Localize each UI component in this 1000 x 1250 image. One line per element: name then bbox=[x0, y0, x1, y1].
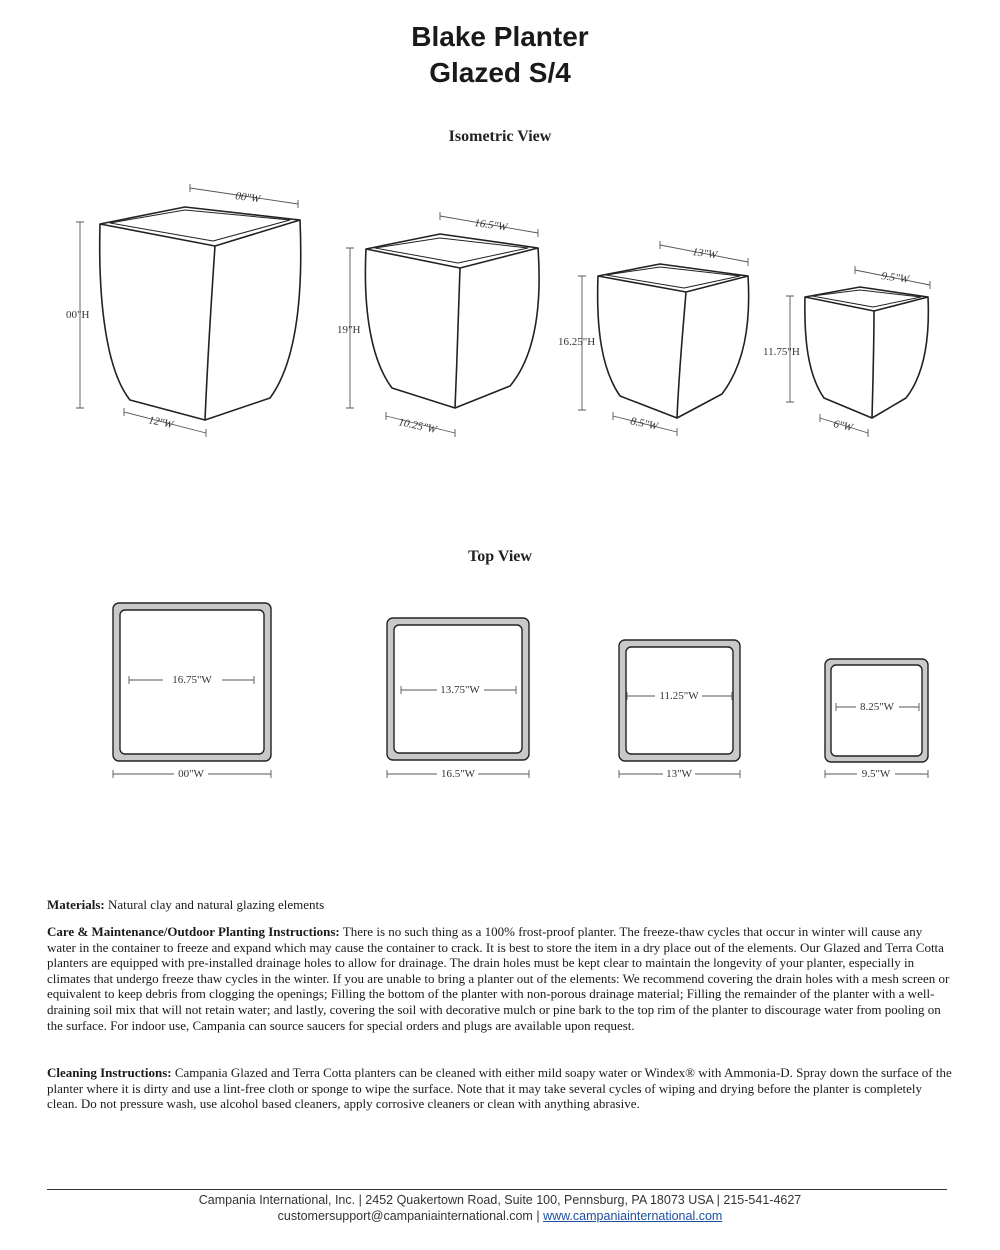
materials-paragraph bbox=[47, 897, 952, 913]
iso-4-height: 11.75"H bbox=[763, 346, 800, 358]
website-link[interactable]: www.campaniainternational.com bbox=[543, 1209, 723, 1223]
iso-3-top-width: 13"W bbox=[691, 246, 718, 262]
footer-email[interactable]: customersupport@campaniainternational.com bbox=[277, 1209, 533, 1223]
iso-3-height: 16.25"H bbox=[558, 336, 596, 348]
care-paragraph bbox=[47, 924, 952, 1033]
materials-label: Materials: bbox=[47, 897, 105, 912]
top-1-outer-width: 00"W bbox=[178, 768, 204, 780]
isometric-planter-3 bbox=[598, 264, 749, 418]
iso-1-height: 00"H bbox=[66, 309, 90, 321]
cleaning-text: Campania Glazed and Terra Cotta planters can be cleaned with either mild soapy water or Windex® with Ammonia-D. Spray down the surface of the planter where it is dirty and use a lint-free cloth or sponge to wipe the surface. Note that it may take several cycles of wiping and drying before the planter is completely clean. Do not pressure wash, use alcohol based cleaners, apply corrosive cleaners or clean with anything abrasive. bbox=[47, 1065, 952, 1112]
top-view-heading: Top View bbox=[468, 548, 532, 565]
iso-2-top-width: 16.5"W bbox=[473, 217, 508, 234]
iso-4-top-width: 9.5"W bbox=[880, 270, 910, 286]
isometric-planter-2 bbox=[365, 234, 539, 408]
isometric-view-heading: Isometric View bbox=[448, 128, 552, 145]
product-subtitle: Glazed S/4 bbox=[429, 57, 571, 88]
cleaning-paragraph bbox=[47, 1065, 952, 1112]
top-4-inner-width: 8.25"W bbox=[859, 701, 895, 713]
iso-2-base-width: 10.25"W bbox=[397, 416, 438, 436]
isometric-planter-1 bbox=[100, 207, 301, 420]
iso-2-height: 19"H bbox=[337, 324, 361, 336]
iso-3-base-width: 8.5"W bbox=[629, 415, 659, 433]
iso-4-base-width: 6"W bbox=[832, 418, 854, 434]
product-title: Blake Planter bbox=[411, 21, 589, 52]
footer-divider bbox=[47, 1189, 947, 1190]
materials-text: Natural clay and natural glazing elements bbox=[108, 897, 325, 912]
top-2-inner-width: 13.75"W bbox=[440, 684, 480, 696]
footer-address: Campania International, Inc. | 2452 Quakertown Road, Suite 100, Pennsburg, PA 18073 USA | 215-541-4627 bbox=[198, 1193, 802, 1207]
footer-separator: | bbox=[532, 1209, 544, 1223]
top-3-outer-width: 13"W bbox=[666, 768, 692, 780]
iso-1-top-width: 00"W bbox=[234, 190, 261, 206]
iso-1-base-width: 12"W bbox=[147, 414, 175, 432]
top-3-inner-width: 11.25"W bbox=[659, 690, 699, 702]
top-4-outer-width: 9.5"W bbox=[861, 768, 891, 780]
care-text: There is no such thing as a 100% frost-proof planter. The freeze-thaw cycles that occur in winter will cause any water in the container to freeze and expand which may cause the container to crack. It is best to store the item in a dry place out of the elements. Our Glazed and Terra Cotta planters are equipped with pre-installed drainage holes to allow for drainage. The drain holes must be kept clear to maintain the longevity of your planter, especially in climates that undergo freeze thaw cycles in the winter. If you are unable to bring a planter out of the elements: We recommend covering the drain holes with a mesh screen or equivalent to keep debris from clogging the openings; Filling the bottom of the planter with non-porous drainage material; Filling the remainder of the planter with a well-draining soil mix that will not retain water; and lastly, covering the soil with decorative mulch or pine bark to the top rim of the planter to discourage water from pooling on the surface. For indoor use, Campania can source saucers for special orders and plugs are available upon request. bbox=[47, 924, 950, 1033]
footer-contact bbox=[0, 1209, 1000, 1223]
cleaning-label: Cleaning Instructions: bbox=[47, 1065, 172, 1080]
care-label: Care & Maintenance/Outdoor Planting Instructions: bbox=[47, 924, 340, 939]
isometric-planter-4 bbox=[805, 287, 929, 418]
top-2-outer-width: 16.5"W bbox=[440, 768, 476, 780]
top-1-inner-width: 16.75"W bbox=[172, 674, 212, 686]
